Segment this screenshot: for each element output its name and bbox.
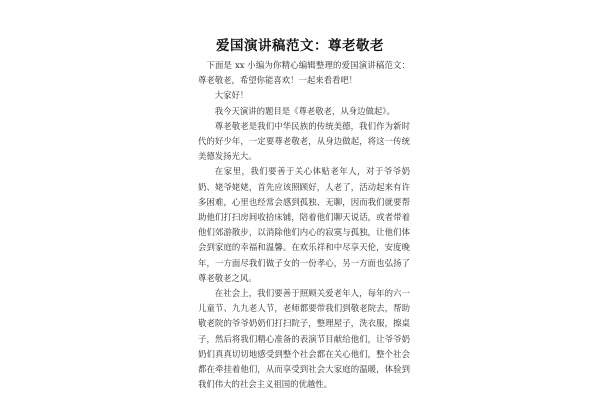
body-paragraph: 在家里，我们要善于关心体贴老年人，对于爷爷奶奶、姥爷姥姥，首先应该照顾好，人老了，活动起来有许多困难，心里也经常会感到孤独、无聊，因而我们就要帮助他们打扫房间收拾床铺，陪着他们聊天说话，或者带着他们郊游散步，以消除他们内心的寂寞与孤独，让他们体会到家庭的幸福和温馨。在欢乐祥和中尽享天伦，安度晚年，一方面尽我们做子女的一份孝心，另一方面也弘扬了尊老敬老之风。 xyxy=(198,166,410,283)
document-title: 爱国演讲稿范文：尊老敬老 xyxy=(216,38,384,54)
greeting-paragraph: 大家好！ xyxy=(214,90,249,101)
body-paragraph: 尊老敬老是我们中华民族的传统美德，我们作为新时代的好少年，一定要尊老敬老，从身边做起，将这一传统美德发扬光大。 xyxy=(198,120,410,162)
intro-paragraph: 下面是 xx 小编为你精心编辑整理的爱国演讲稿范文：尊老敬老，希望你能喜欢！一起来看看吧！ xyxy=(198,60,410,86)
body-paragraph: 在社会上，我们要善于照顾关爱老年人，每年的六一儿童节、九九老人节，老师都要带我们到敬老院去，帮助敬老院的爷爷奶奶们打扫院子，整理屋子，洗衣服，擦桌子，然后将我们精心准备的表演节目献给他们，让爷爷奶奶们真真切切地感受到整个社会都在关心他们，整个社会都在牵挂着他们，从而享受到社会大家庭的温暖，体验到我们伟大的社会主义祖国的优越性。 xyxy=(198,288,410,390)
topic-paragraph: 我今天演讲的题目是《尊老敬老，从身边做起》。 xyxy=(214,105,395,116)
document-body xyxy=(198,58,410,392)
